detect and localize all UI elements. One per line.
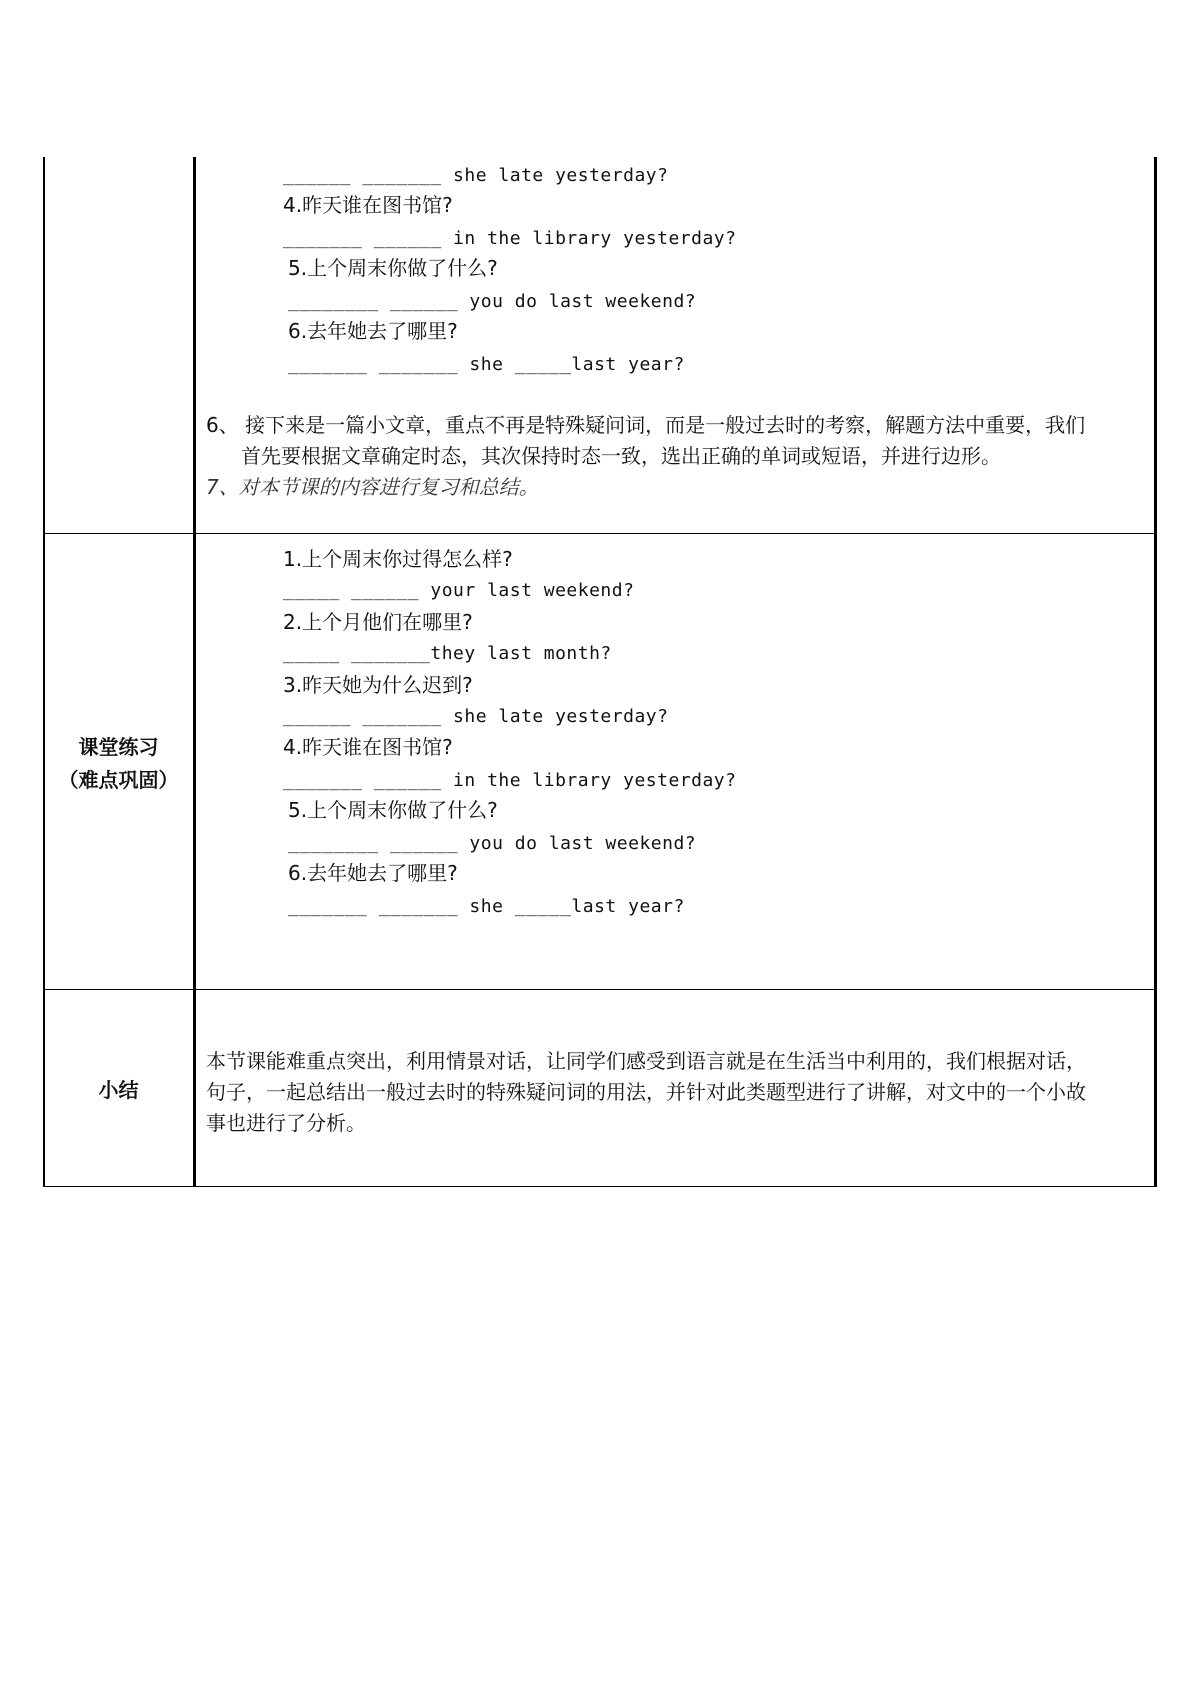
exercise-line: _______ ______ in the library yesterday? bbox=[283, 770, 737, 791]
practice-label bbox=[43, 731, 194, 797]
item-6-text-continued: 首先要根据文章确定时态，其次保持时态一致，选出正确的单词或短语，并进行边形。 bbox=[241, 444, 1001, 468]
summary-label: 小结 bbox=[98, 1078, 139, 1102]
exercise-question: 5.上个周末你做了什么? bbox=[288, 256, 498, 280]
row-divider-1 bbox=[43, 533, 1157, 534]
summary-line: 事也进行了分析。 bbox=[206, 1111, 366, 1135]
item-6-text: 6、 接下来是一篇小文章，重点不再是特殊疑问词，而是一般过去时的考察，解题方法中重要，我们 bbox=[206, 413, 1086, 437]
table-left-border bbox=[43, 157, 45, 1187]
table-bottom-border bbox=[43, 1186, 1157, 1187]
exercise-line: ______ _______ she late yesterday? bbox=[283, 165, 669, 186]
exercise-line: ________ ______ you do last weekend? bbox=[288, 833, 697, 854]
exercise-question: 6.去年她去了哪里? bbox=[288, 861, 458, 885]
exercise-question: 4.昨天谁在图书馆? bbox=[283, 193, 453, 217]
exercise-question: 5.上个周末你做了什么? bbox=[288, 798, 498, 822]
exercise-line: ______ _______ she late yesterday? bbox=[283, 706, 669, 727]
table-right-border bbox=[1154, 157, 1157, 1187]
item-7-text: 7、对本节课的内容进行复习和总结。 bbox=[206, 475, 539, 499]
summary-line: 句子，一起总结出一般过去时的特殊疑问词的用法，并针对此类题型进行了讲解，对文中的一个小故 bbox=[206, 1080, 1086, 1104]
exercise-line: _______ ______ in the library yesterday? bbox=[283, 228, 737, 249]
exercise-question: 1.上个周末你过得怎么样? bbox=[283, 547, 513, 571]
exercise-question: 2.上个月他们在哪里? bbox=[283, 610, 473, 634]
exercise-question: 4.昨天谁在图书馆? bbox=[283, 735, 453, 759]
row-divider-2 bbox=[43, 989, 1157, 990]
exercise-line: _______ _______ she _____last year? bbox=[288, 896, 685, 917]
table-column-divider bbox=[193, 157, 196, 1187]
exercise-line: ________ ______ you do last weekend? bbox=[288, 291, 697, 312]
exercise-line: _____ _______they last month? bbox=[283, 643, 612, 664]
practice-label-subtitle: （难点巩固） bbox=[58, 768, 179, 792]
summary-line: 本节课能难重点突出，利用情景对话，让同学们感受到语言就是在生活当中利用的，我们根据对话， bbox=[206, 1049, 1086, 1073]
exercise-question: 3.昨天她为什么迟到? bbox=[283, 673, 473, 697]
exercise-line: _____ ______ your last weekend? bbox=[283, 580, 635, 601]
exercise-line: _______ _______ she _____last year? bbox=[288, 354, 685, 375]
practice-label-title: 课堂练习 bbox=[78, 735, 159, 759]
exercise-question: 6.去年她去了哪里? bbox=[288, 319, 458, 343]
lesson-table bbox=[43, 157, 1157, 1186]
